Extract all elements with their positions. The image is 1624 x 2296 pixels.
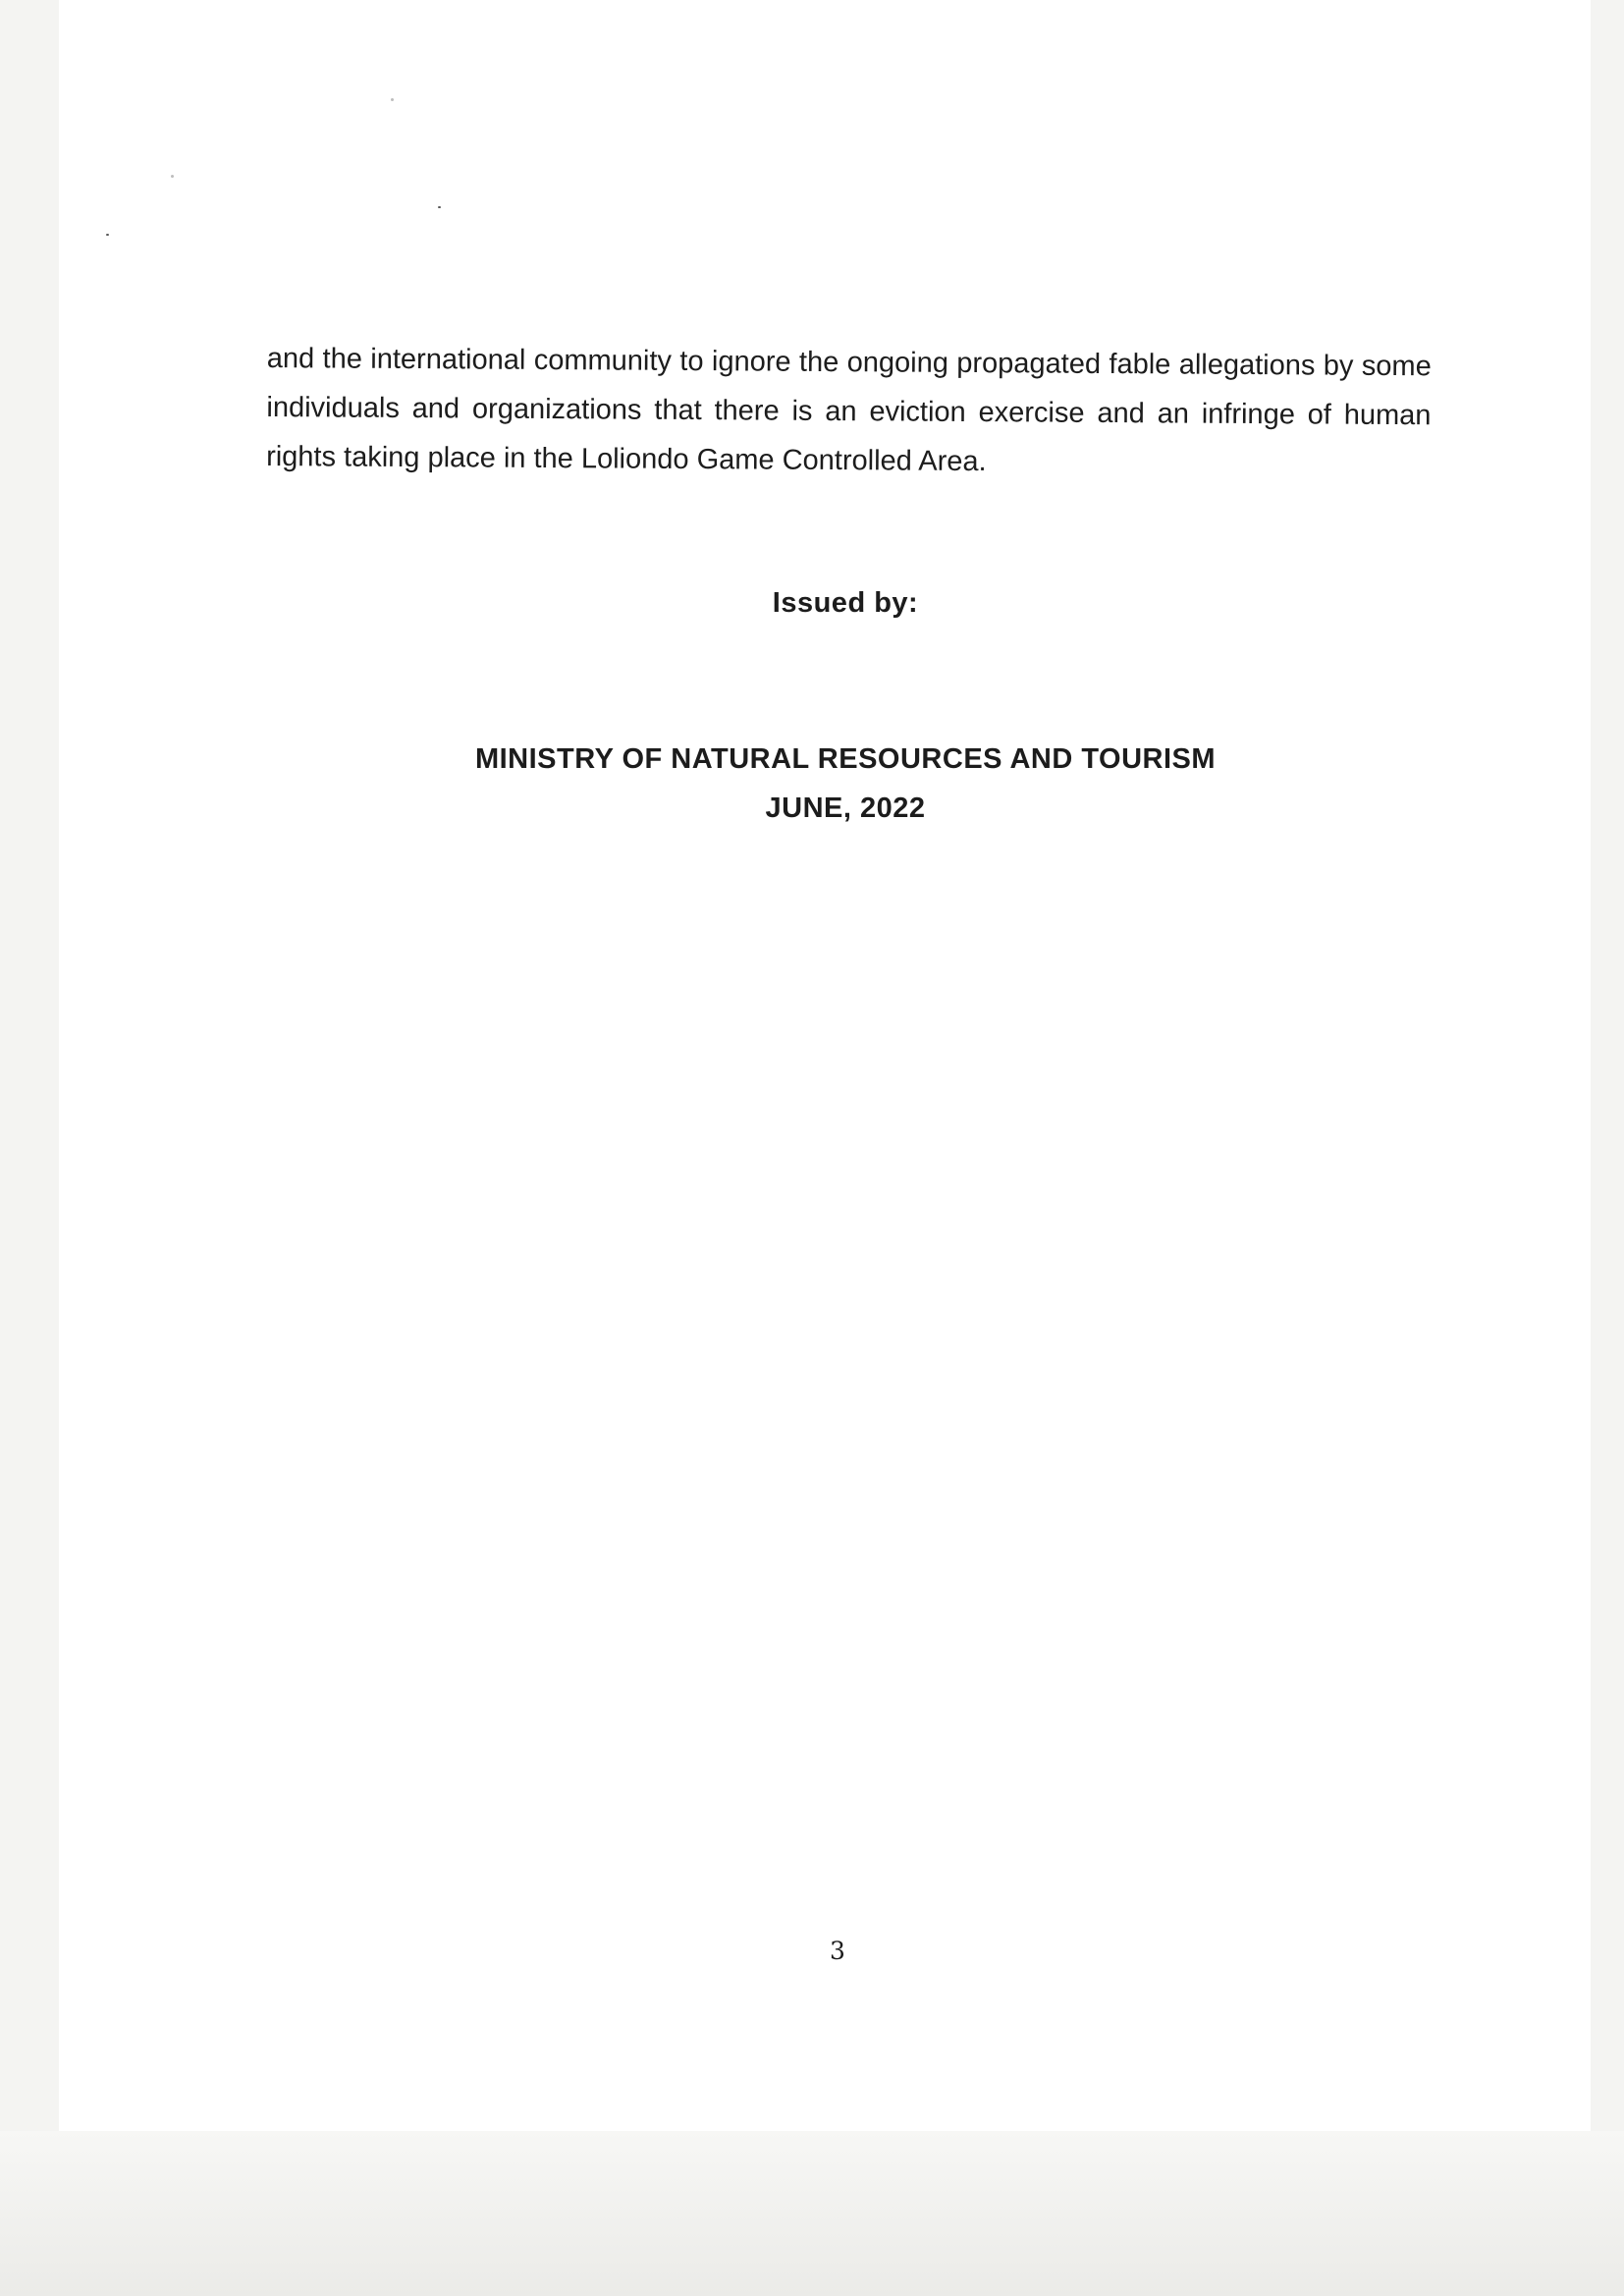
scan-speck [438,206,441,208]
body-paragraph: and the international community to ignore the ongoing propagated fable allegations by some individuals and organizations that there is an eviction exercise and an infringe of human rights taking place in the Loliondo Game Controlled Area. [266,342,1432,478]
scan-speck [391,98,394,101]
issue-date: JUNE, 2022 [765,793,926,824]
page-number: 3 [830,1937,845,1965]
issuer-name: MINISTRY OF NATURAL RESOURCES AND TOURISM [474,743,1217,775]
scan-speck [171,175,174,178]
document-page [59,0,1591,2131]
scan-speck [106,234,109,236]
issued-by-label: Issued by: [772,587,919,619]
scan-bottom-edge [0,2131,1624,2296]
